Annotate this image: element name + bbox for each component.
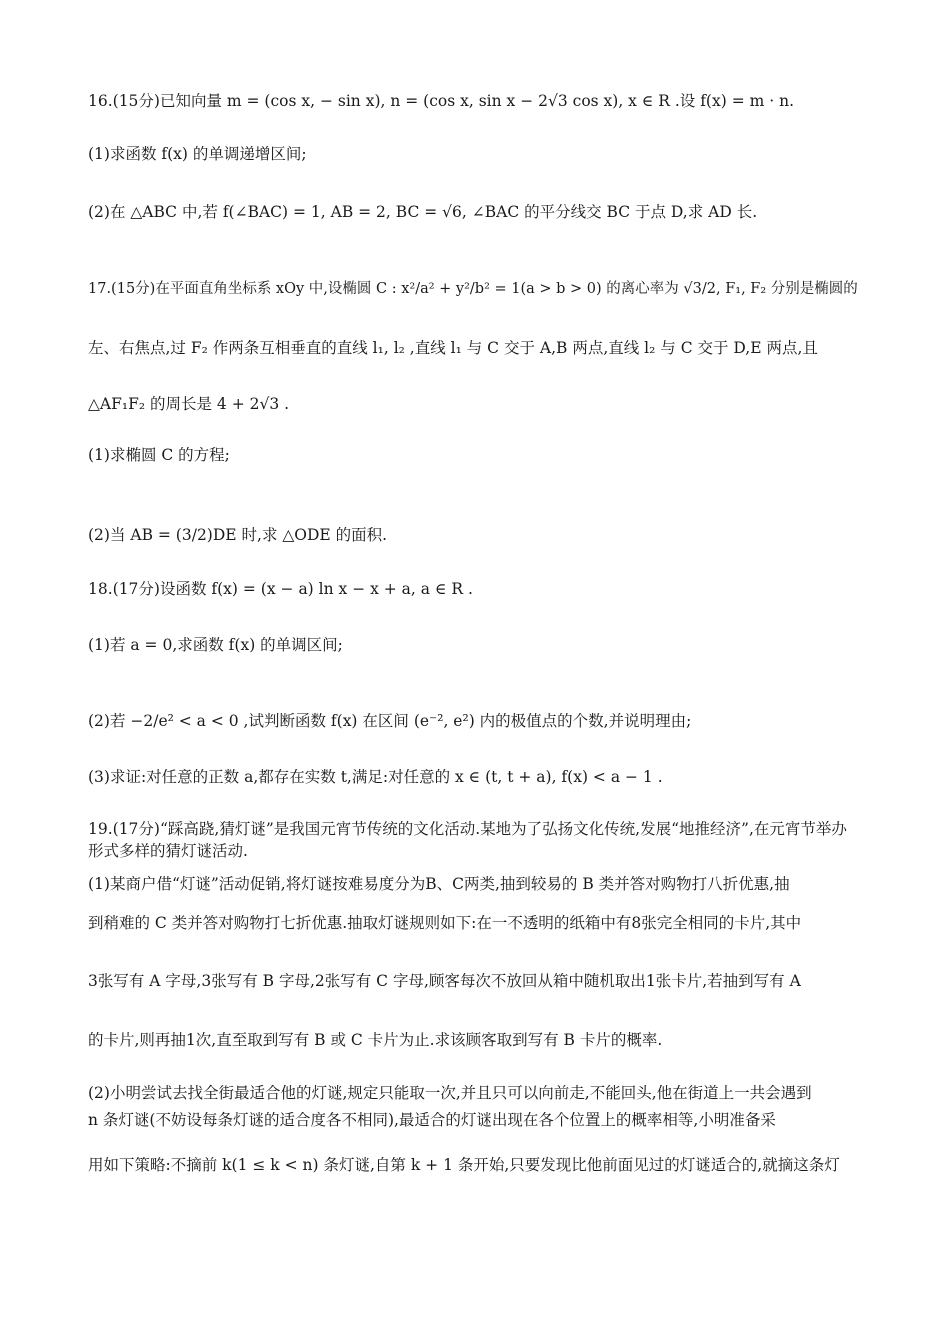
q16-part2: (2)在 △ABC 中,若 f(∠BAC) = 1, AB = 2, BC = √6, ∠BAC 的平分线交 BC 于点 D,求 AD 长. — [88, 203, 758, 221]
q17-part1: (1)求椭圆 C 的方程; — [88, 446, 230, 464]
q18-part1: (1)若 a = 0,求函数 f(x) 的单调区间; — [88, 636, 343, 654]
q19-part2-line3: 用如下策略:不摘前 k(1 ≤ k < n) 条灯谜,自第 k + 1 条开始,只要发现比他前面见过的灯谜适合的,就摘这条灯 — [88, 1156, 840, 1174]
q19-part1-line2: 到稍难的 C 类并答对购物打七折优惠.抽取灯谜规则如下:在一不透明的纸箱中有8张完全相同的卡片,其中 — [88, 914, 802, 932]
q17-stem-line3: △AF₁F₂ 的周长是 4 + 2√3 . — [88, 395, 290, 413]
q16-part1: (1)求函数 f(x) 的单调递增区间; — [88, 145, 307, 163]
q19-part1-line3: 3张写有 A 字母,3张写有 B 字母,2张写有 C 字母,顾客每次不放回从箱中随机取出1张卡片,若抽到写有 A — [88, 972, 801, 990]
q19-part2-line1: (2)小明尝试去找全街最适合他的灯谜,规定只能取一次,并且只可以向前走,不能回头,他在街道上一共会遇到 — [88, 1084, 812, 1102]
q19-part1-line1: (1)某商户借“灯谜”活动促销,将灯谜按难易度分为B、C两类,抽到较易的 B 类并答对购物打八折优惠,抽 — [88, 875, 790, 893]
q17-part2: (2)当 AB = (3/2)DE 时,求 △ODE 的面积. — [88, 526, 388, 544]
q19-part2-line2: n 条灯谜(不妨设每条灯谜的适合度各不相同),最适合的灯谜出现在各个位置上的概率相等,小明准备采 — [88, 1111, 776, 1129]
q18-part2: (2)若 −2/e² < a < 0 ,试判断函数 f(x) 在区间 (e⁻², e²) 内的极值点的个数,并说明理由; — [88, 712, 692, 730]
q17-stem-line1: 17.(15分)在平面直角坐标系 xOy 中,设椭圆 C : x²/a² + y²/b² = 1(a > b > 0) 的离心率为 √3/2, F₁, F₂ 分别是椭圆的 — [88, 281, 858, 297]
q17-stem-line2: 左、右焦点,过 F₂ 作两条互相垂直的直线 l₁, l₂ ,直线 l₁ 与 C 交于 A,B 两点,直线 l₂ 与 C 交于 D,E 两点,且 — [88, 339, 818, 357]
q16-stem: 16.(15分)已知向量 m = (cos x, − sin x), n = (cos x, sin x − 2√3 cos x), x ∈ R .设 f(x) = m · n. — [88, 92, 794, 110]
q18-part3: (3)求证:对任意的正数 a,都存在实数 t,满足:对任意的 x ∈ (t, t + a), f(x) < a − 1 . — [88, 768, 663, 786]
q19-part1-line4: 的卡片,则再抽1次,直至取到写有 B 或 C 卡片为止.求该顾客取到写有 B 卡片的概率. — [88, 1031, 663, 1049]
q19-stem: 19.(17分)“踩高跷,猜灯谜”是我国元宵节传统的文化活动.某地为了弘扬文化传统,发展“地推经济”,在元宵节举办形式多样的猜灯谜活动. — [88, 820, 847, 860]
q18-stem: 18.(17分)设函数 f(x) = (x − a) ln x − x + a, a ∈ R . — [88, 580, 473, 598]
